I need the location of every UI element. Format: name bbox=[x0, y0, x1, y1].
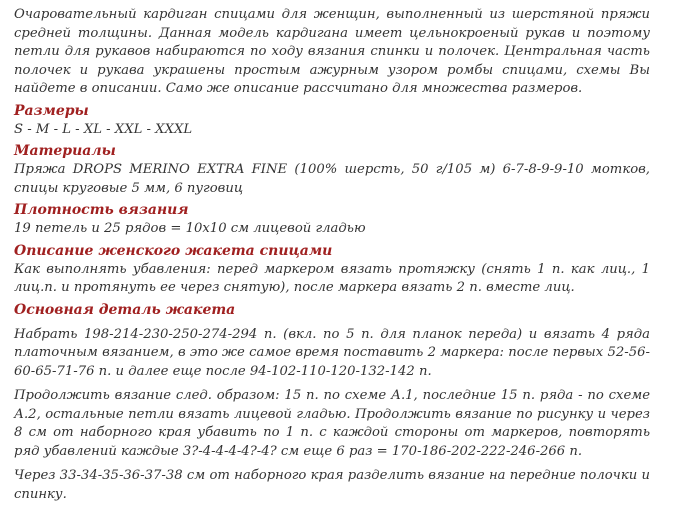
intro-paragraph: Очаровательный кардиган спицами для женщин, выполненный из шерстяной пряжи средней толщины. Данная модель кардигана имеет цельнокроеный рукав и поэтому петли для рукавов набираются по ходу вязания спинки и полочек. Центральная часть полочек и рукава украшены простым ажурным узором ромбы спицами, схемы Вы найдете в описании. Само же описание рассчитано для множества размеров. bbox=[14, 7, 650, 96]
sizes-text: S - M - L - XL - XXL - XXXL bbox=[14, 121, 193, 137]
main-paragraph-1: Набрать 198-214-230-250-274-294 п. (вкл. по 5 п. для планок переда) и вязать 4 ряда платочным вязанием, в это же самое время поставить 2 маркера: после первых 52-56-60-65-71-76 п. и далее еще после 94-102-110-120-132-142 п. bbox=[14, 326, 650, 379]
main-part-heading: Основная деталь жакета bbox=[14, 301, 236, 318]
description-text: Как выполнять убавления: перед маркером вязать протяжку (снять 1 п. как лиц., 1 лиц.п. и протянуть ее через снятую), после маркера вязать 2 п. вместе лиц. bbox=[14, 261, 650, 295]
materials-text: Пряжа DROPS MERINO EXTRA FINE (100% шерсть, 50 г/105 м) 6-7-8-9-9-10 мотков, спицы круговые 5 мм, 6 пуговиц bbox=[14, 162, 650, 196]
materials-heading: Материалы bbox=[14, 143, 116, 159]
main-paragraph-2: Продолжить вязание след. образом: 15 п. по схеме А.1, последние 15 п. ряда - по схеме А.2, остальные петли вязать лицевой гладью. Продолжить вязание по рисунку и через 8 см от наборного края убавить по 1 п. с каждой стороны от маркеров, повторять ряд убавлений каждые 3?-4-4-4-4?-4? см еще 6 раз = 170-186-202-222-246-266 п. bbox=[14, 388, 650, 459]
description-heading: Описание женского жакета спицами bbox=[14, 242, 333, 259]
article-body bbox=[14, 6, 650, 507]
sizes-heading: Размеры bbox=[14, 102, 89, 119]
density-text: 19 петель и 25 рядов = 10х10 см лицевой гладью bbox=[14, 221, 366, 236]
main-paragraph-3: Через 33-34-35-36-37-38 см от наборного края разделить вязание на передние полочки и спинку. bbox=[14, 468, 650, 502]
density-heading: Плотность вязания bbox=[14, 202, 189, 218]
